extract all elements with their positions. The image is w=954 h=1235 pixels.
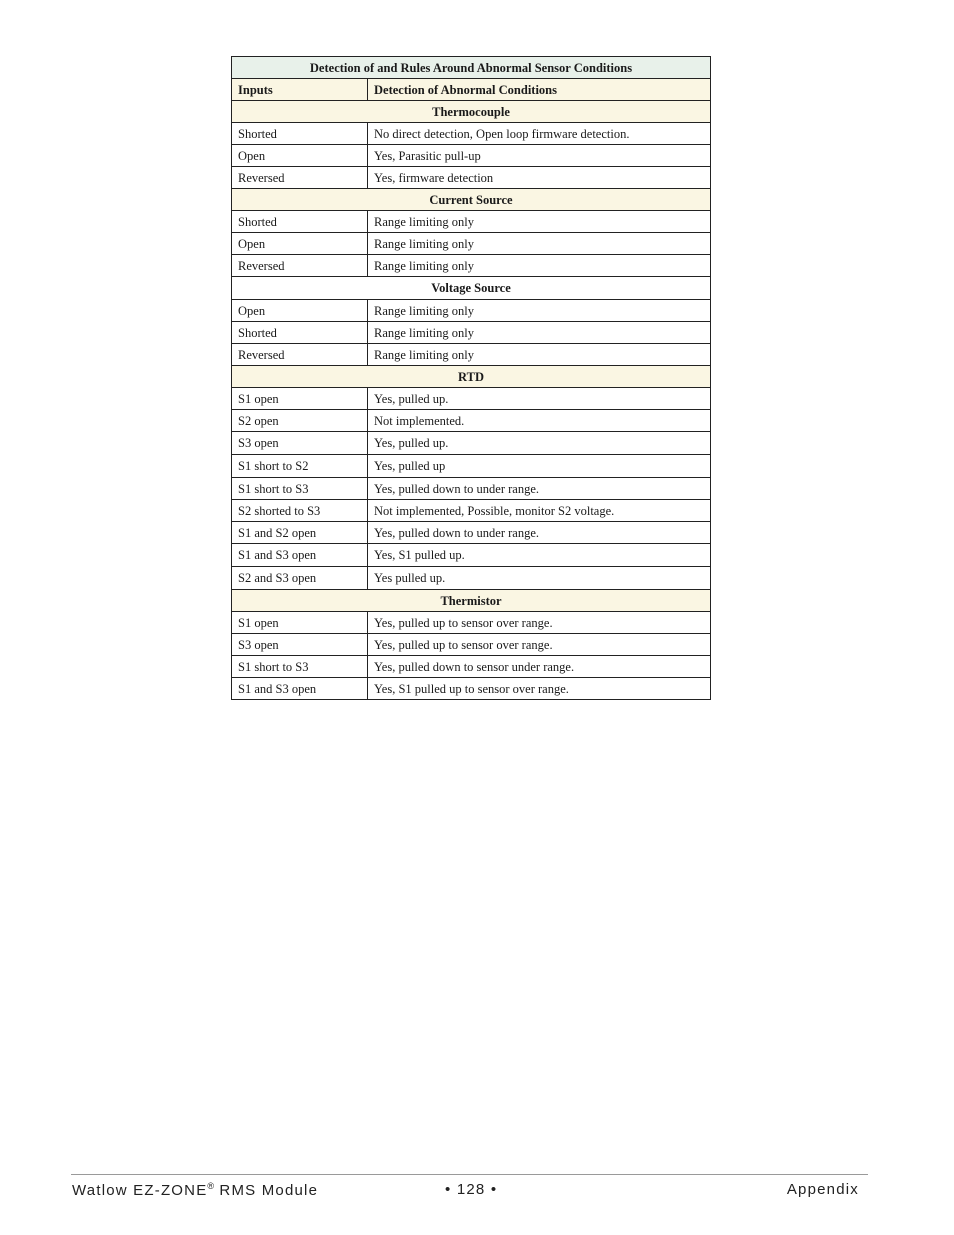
- input-cell: Shorted: [232, 123, 368, 145]
- column-header-detection: Detection of Abnormal Conditions: [368, 79, 711, 101]
- table-row: [232, 522, 711, 544]
- input-cell: Open: [232, 233, 368, 255]
- table-row: [232, 344, 711, 366]
- footer-divider: [71, 1174, 868, 1175]
- table-row: [232, 567, 711, 590]
- input-cell: S1 short to S3: [232, 656, 368, 678]
- detection-cell: Not implemented, Possible, monitor S2 voltage.: [368, 500, 711, 522]
- input-cell: Reversed: [232, 167, 368, 189]
- input-cell: S1 open: [232, 612, 368, 634]
- detection-cell: Yes, pulled up.: [368, 388, 711, 410]
- detection-cell: Yes, S1 pulled up to sensor over range.: [368, 678, 711, 700]
- section-header: Current Source: [232, 189, 711, 211]
- input-cell: Reversed: [232, 344, 368, 366]
- table-row: [232, 612, 711, 634]
- table-row: [232, 634, 711, 656]
- registered-mark: ®: [207, 1181, 215, 1191]
- input-cell: S2 shorted to S3: [232, 500, 368, 522]
- section-header: RTD: [232, 366, 711, 388]
- input-cell: S1 and S3 open: [232, 544, 368, 567]
- table-row: [232, 255, 711, 277]
- detection-cell: Not implemented.: [368, 410, 711, 432]
- table-row: [232, 300, 711, 322]
- table-row: [232, 678, 711, 700]
- detection-cell: No direct detection, Open loop firmware detection.: [368, 123, 711, 145]
- table-row: [232, 500, 711, 522]
- detection-cell: Yes, pulled down to under range.: [368, 522, 711, 544]
- input-cell: S2 open: [232, 410, 368, 432]
- table-row: [232, 388, 711, 410]
- detection-cell: Yes, pulled up.: [368, 432, 711, 455]
- detection-cell: Yes pulled up.: [368, 567, 711, 590]
- detection-cell: Yes, pulled up: [368, 455, 711, 478]
- footer-section: Appendix: [786, 1181, 859, 1198]
- section-header: Thermocouple: [232, 101, 711, 123]
- table-row: [232, 432, 711, 455]
- input-cell: Open: [232, 145, 368, 167]
- footer-module-name: RMS Module: [214, 1182, 319, 1199]
- abnormal-conditions-table: [231, 56, 711, 700]
- table-row: [232, 123, 711, 145]
- input-cell: S2 and S3 open: [232, 567, 368, 590]
- input-cell: S3 open: [232, 634, 368, 656]
- page-number: • 128 •: [445, 1181, 498, 1198]
- detection-cell: Range limiting only: [368, 255, 711, 277]
- table-row: [232, 410, 711, 432]
- table-row: [232, 233, 711, 255]
- detection-cell: Yes, pulled up to sensor over range.: [368, 612, 711, 634]
- input-cell: S1 and S2 open: [232, 522, 368, 544]
- table-row: [232, 656, 711, 678]
- input-cell: S1 and S3 open: [232, 678, 368, 700]
- section-header: Thermistor: [232, 590, 711, 612]
- detection-cell: Yes, S1 pulled up.: [368, 544, 711, 567]
- input-cell: S1 short to S2: [232, 455, 368, 478]
- detection-cell: Range limiting only: [368, 300, 711, 322]
- detection-cell: Yes, pulled down to sensor under range.: [368, 656, 711, 678]
- footer-product-name: Watlow EZ-ZONE: [72, 1182, 208, 1199]
- column-header-inputs: Inputs: [232, 79, 368, 101]
- table-row: [232, 544, 711, 567]
- input-cell: S3 open: [232, 432, 368, 455]
- detection-cell: Range limiting only: [368, 233, 711, 255]
- table-row: [232, 211, 711, 233]
- table-row: [232, 455, 711, 478]
- detection-cell: Yes, firmware detection: [368, 167, 711, 189]
- footer-product: [72, 1181, 318, 1199]
- table-row: [232, 145, 711, 167]
- input-cell: Shorted: [232, 211, 368, 233]
- table-row: [232, 167, 711, 189]
- input-cell: S1 open: [232, 388, 368, 410]
- detection-cell: Range limiting only: [368, 322, 711, 344]
- detection-cell: Range limiting only: [368, 211, 711, 233]
- detection-cell: Range limiting only: [368, 344, 711, 366]
- section-header: Voltage Source: [232, 277, 711, 300]
- detection-cell: Yes, pulled down to under range.: [368, 478, 711, 500]
- input-cell: S1 short to S3: [232, 478, 368, 500]
- detection-cell: Yes, pulled up to sensor over range.: [368, 634, 711, 656]
- table-row: [232, 322, 711, 344]
- input-cell: Open: [232, 300, 368, 322]
- input-cell: Reversed: [232, 255, 368, 277]
- detection-cell: Yes, Parasitic pull-up: [368, 145, 711, 167]
- input-cell: Shorted: [232, 322, 368, 344]
- table-row: [232, 478, 711, 500]
- table-title: Detection of and Rules Around Abnormal Sensor Conditions: [232, 57, 711, 79]
